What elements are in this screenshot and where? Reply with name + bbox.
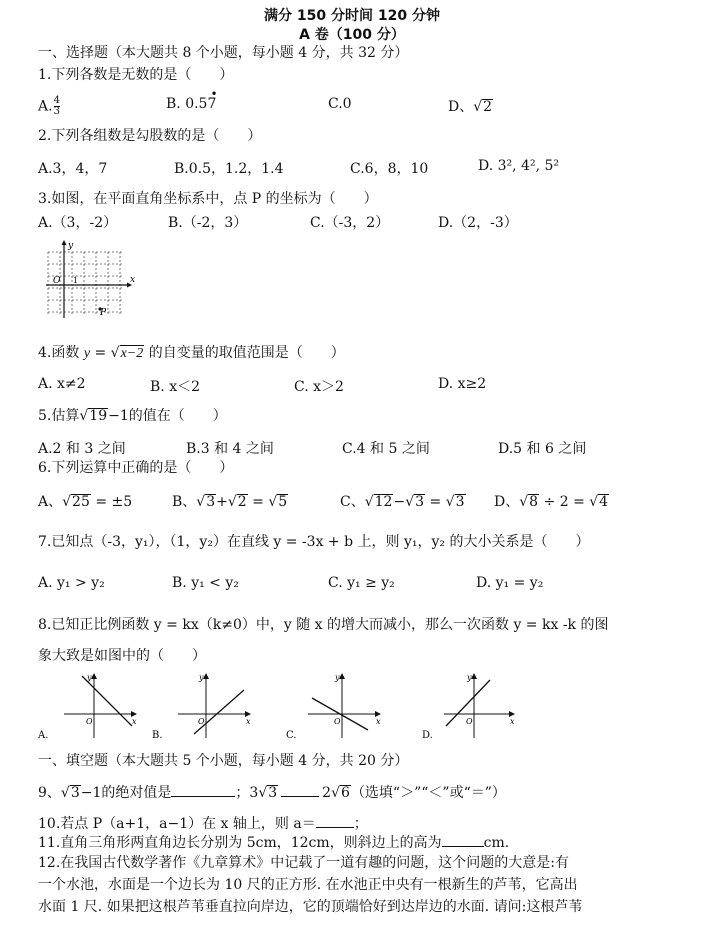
q8-stem-line2: 象大致是如图中的（ ） — [38, 648, 206, 664]
q8-label-c: C. — [286, 730, 297, 740]
q2-option-d: D. 3², 4², 5² — [478, 158, 559, 174]
q3-grid-origin-label: O — [53, 276, 61, 286]
q1-option-c: C.0 — [328, 96, 352, 112]
q12-line1: 12.在我国古代数学著作《九章算术》中记载了一道有趣的问题，这个问题的大意是:有 — [38, 855, 569, 871]
q6-option-b: B、√3+√2 = √5 — [172, 494, 288, 510]
q3-grid-p-label: P — [100, 308, 107, 318]
q5-stem: 5.估算√19−1的值在（ ） — [38, 408, 227, 424]
q1-stem: 1.下列各数是无数的是（ ） — [38, 67, 234, 83]
q1-option-d: D、√2 — [448, 99, 493, 115]
q7-option-b: B. y₁ < y₂ — [172, 575, 239, 591]
section-heading-choice: 一、选择题（本大题共 8 个小题，每小题 4 分，共 32 分） — [38, 45, 409, 61]
q4-option-c: C. x＞2 — [294, 379, 344, 395]
q7-option-d: D. y₁ = y₂ — [476, 575, 544, 591]
q10-line: 10.若点 P（a+1，a−1）在 x 轴上，则 a＝ ； — [38, 816, 368, 832]
q4-option-b: B. x＜2 — [150, 379, 200, 395]
q6-option-d: D、√8 ÷ 2 = √4 — [494, 494, 609, 510]
q2-option-a: A.3，4，7 — [38, 161, 108, 177]
q3-grid-y-label: y — [68, 241, 74, 251]
q10-blank[interactable] — [316, 815, 354, 828]
q5-option-b: B.3 和 4 之间 — [186, 441, 274, 457]
q8-graph-c — [286, 673, 381, 740]
q7-stem: 7.已知点（-3，y₁），（1，y₂）在直线 y = -3x + b 上，则 y₁，y₂ 的大小关系是（ ） — [38, 534, 590, 550]
q8-graph-a — [37, 673, 137, 740]
q6-options — [38, 491, 678, 511]
q8-graph-d — [422, 673, 515, 740]
q3-options — [38, 212, 678, 232]
q7-options — [38, 575, 678, 595]
svg-text:O: O — [466, 717, 473, 726]
q8-graphs — [36, 668, 536, 740]
q5-option-c: C.4 和 5 之间 — [342, 441, 430, 457]
exam-title: 满分 150 分时间 120 分钟 — [264, 8, 440, 24]
svg-text:y: y — [467, 673, 472, 682]
q3-grid-x-label: x — [130, 275, 136, 285]
svg-text:O: O — [198, 717, 205, 726]
svg-text:O: O — [86, 717, 93, 726]
q8-label-a: A. — [38, 730, 49, 740]
section-heading-fill: 一、填空题（本大题共 5 个小题，每小题 4 分，共 20 分） — [38, 753, 409, 769]
q6-option-a: A、√25 = ±5 — [38, 494, 133, 510]
q4-stem: 4.函数 y = √x−2 的自变量的取值范围是（ ） — [38, 345, 345, 361]
q1-options — [38, 87, 678, 117]
svg-text:y: y — [87, 673, 92, 682]
q12-line2: 一个水池，水面是一个边长为 10 尺的正方形. 在水池正中央有一根新生的芦苇，它高出 — [38, 877, 578, 893]
exam-subtitle: A 卷（100 分） — [299, 27, 405, 43]
q9-blank-2[interactable] — [281, 784, 319, 797]
q3-option-d: D.（2，-3） — [438, 215, 518, 231]
q8-graph-b — [152, 673, 251, 740]
q2-option-b: B.0.5，1.2，1.4 — [174, 161, 284, 177]
q2-option-c: C.6，8，10 — [350, 161, 429, 177]
q11-blank[interactable] — [442, 834, 484, 847]
q9-line: 9、√3−1的绝对值是 ；3√3 2√6（选填“＞”“＜”或“＝”） — [38, 785, 506, 801]
q4-options — [38, 376, 678, 396]
q8-stem-line1: 8.已知正比例函数 y = kx（k≠0）中，y 随 x 的增大而减小，那么一次函数 y = kx -k 的图 — [38, 617, 609, 633]
q3-option-a: A.（3，-2） — [38, 215, 118, 231]
svg-text:x: x — [510, 717, 515, 726]
svg-text:x: x — [376, 717, 381, 726]
q11-line: 11.直角三角形两直角边长分别为 5cm，12cm，则斜边上的高为 cm. — [38, 835, 510, 851]
q8-label-b: B. — [152, 730, 163, 740]
q3-grid-one-label: 1 — [73, 276, 79, 285]
q3-stem: 3.如图，在平面直角坐标系中，点 P 的坐标为（ ） — [38, 191, 378, 207]
q7-option-c: C. y₁ ≥ y₂ — [328, 575, 395, 591]
q7-option-a: A. y₁ > y₂ — [38, 575, 105, 591]
q6-stem: 6.下列运算中正确的是（ ） — [38, 460, 234, 476]
q3-option-c: C.（-3，2） — [310, 215, 390, 231]
q5-option-d: D.5 和 6 之间 — [498, 441, 587, 457]
q8-label-d: D. — [422, 730, 433, 740]
q4-option-d: D. x≥2 — [438, 376, 487, 392]
svg-text:O: O — [334, 717, 341, 726]
q2-options — [38, 158, 678, 178]
q3-coordinate-grid — [44, 238, 136, 320]
q5-options — [38, 438, 678, 458]
q1-option-a: A. $\frac{4}{3}$ — [38, 95, 60, 117]
q6-option-c: C、√12−√3 = √3 — [340, 494, 465, 510]
q2-stem: 2.下列各组数是勾股数的是（ ） — [38, 128, 262, 144]
svg-text:y: y — [335, 673, 340, 682]
q1-option-b: B. 0.57 • — [166, 87, 218, 112]
svg-text:x: x — [246, 717, 251, 726]
svg-text:x: x — [132, 717, 137, 726]
q3-option-b: B.（-2，3） — [168, 215, 248, 231]
q4-option-a: A. x≠2 — [38, 376, 86, 392]
q9-blank-1[interactable] — [171, 784, 235, 797]
q5-option-a: A.2 和 3 之间 — [38, 441, 126, 457]
svg-text:y: y — [199, 673, 204, 682]
q12-line3: 水面 1 尺. 如果把这根芦苇垂直拉向岸边，它的顶端恰好到达岸边的水面. 请问:这根芦苇 — [38, 899, 583, 915]
